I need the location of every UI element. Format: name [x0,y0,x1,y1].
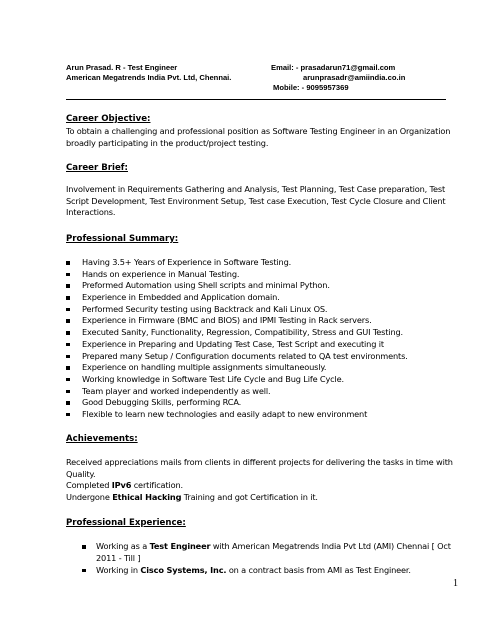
experience-list [82,541,462,577]
list-item: Experience in Preparing and Updating Test Case, Test Script and executing it [66,339,466,351]
summary-list [66,257,466,421]
achievements-text [66,457,458,503]
list-item: Working as a Test Engineer with American Megatrends India Pvt Ltd (AMI) Chennai [ Oct 2011 - Till ] [82,541,462,564]
list-item: Hands on experience in Manual Testing. [66,269,466,281]
achievement-ethical-hacking: Undergone Ethical Hacking Training and got Certification in it. [66,491,318,502]
list-item: Prepared many Setup / Configuration documents related to QA test environments. [66,351,466,363]
role-title: Test Engineer [149,541,211,551]
list-item: Good Debugging Skills, performing RCA. [66,397,466,409]
list-item: Experience in Firmware (BMC and BIOS) and IPMI Testing in Rack servers. [66,315,466,327]
professional-summary-heading: Professional Summary: [66,234,179,244]
achievement-ipv6: Completed IPv6 certification. [66,480,183,491]
list-item: Working in Cisco Systems, Inc. on a contract basis from AMI as Test Engineer. [82,565,462,577]
list-item: Working knowledge in Software Test Life Cycle and Bug Life Cycle. [66,374,466,386]
page-number: 1 [453,578,458,589]
email-label: Email: - [271,63,301,72]
ipv6-label: IPv6 [111,480,132,491]
list-item: Flexible to learn new technologies and easily adapt to new environment [66,409,466,421]
career-objective-text: To obtain a challenging and professional position as Software Testing Engineer in an Organization broadly participating in the product/project testing. [66,126,451,148]
email-secondary[interactable]: arunprasadr@amiindia.co.in [303,73,406,82]
list-item: Experience in Embedded and Application domain. [66,292,466,304]
name-title: Arun Prasad. R - Test Engineer [66,63,178,72]
list-item: Team player and worked independently as well. [66,386,466,398]
career-brief-heading: Career Brief: [66,163,128,173]
achievement-appreciation: Received appreciations mails from clients in different projects for delivering the tasks in time with Quality. [66,457,453,479]
list-item: Preformed Automation using Shell scripts and minimal Python. [66,280,466,292]
achievements-heading: Achievements: [66,434,138,444]
header-divider [66,99,446,100]
email-line [271,63,395,73]
career-objective-heading: Career Objective: [66,114,151,124]
ethical-hacking-label: Ethical Hacking [112,491,182,502]
list-item: Experience on handling multiple assignments simultaneously. [66,362,466,374]
company-name: American Megatrends India Pvt. Ltd, Chennai. [66,73,232,82]
professional-experience-heading: Professional Experience: [66,518,186,528]
email-primary[interactable]: prasadarun71@gmail.com [300,63,396,72]
list-item: Having 3.5+ Years of Experience in Software Testing. [66,257,466,269]
career-brief-text: Involvement in Requirements Gathering and Analysis, Test Planning, Test Case preparation, Test Script Development, Test Environment Setup, Test case Execution, Test Cycle Closure and Client Interactions. [66,184,446,218]
list-item: Executed Sanity, Functionality, Regression, Compatibility, Stress and GUI Testing. [66,327,466,339]
client-name: Cisco Systems, Inc. [140,564,227,575]
mobile-number: Mobile: - 9095957369 [273,83,349,92]
list-item: Performed Security testing using Backtrack and Kali Linux OS. [66,304,466,316]
